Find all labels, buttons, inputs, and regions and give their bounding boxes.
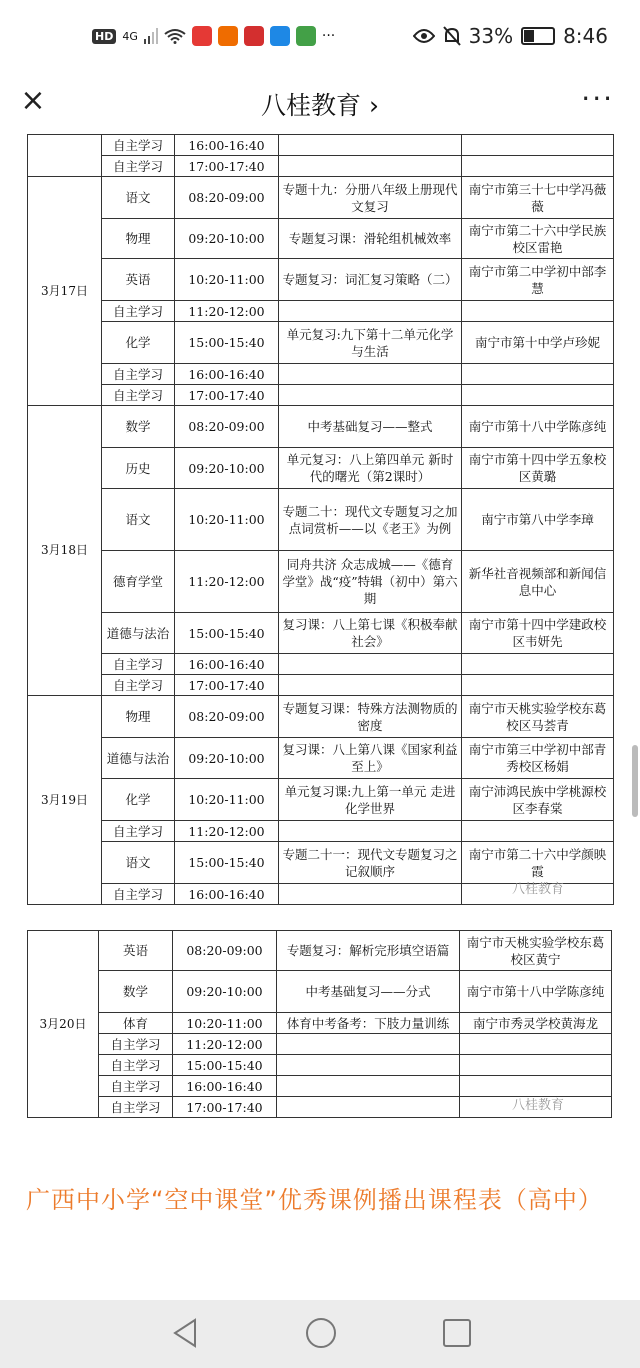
- subject-cell: 语文: [102, 842, 175, 884]
- time-cell: 16:00-16:40: [175, 654, 279, 675]
- topic-cell: [279, 884, 462, 905]
- subject-cell: 体育: [99, 1013, 173, 1034]
- topic-cell: [277, 1055, 460, 1076]
- teacher-cell: 南宁市秀灵学校黄海龙: [460, 1013, 612, 1034]
- topic-cell: [279, 301, 462, 322]
- teacher-cell: 南宁沛鸿民族中学桃源校区李春棠: [462, 779, 614, 821]
- schedule-table-bottom: [27, 930, 612, 1118]
- time-cell: 08:20-09:00: [175, 406, 279, 448]
- table-row: [28, 1034, 612, 1055]
- table-row: [28, 406, 614, 448]
- time-cell: 08:20-09:00: [173, 931, 277, 971]
- watermark-2: 八桂教育: [512, 1098, 565, 1113]
- battery-fill: [524, 30, 534, 42]
- date-cell: 3月20日: [28, 931, 99, 1118]
- status-bar: [0, 0, 640, 72]
- topic-cell: [277, 1076, 460, 1097]
- subject-cell: 化学: [102, 322, 175, 364]
- teacher-cell: 南宁市第二十六中学民族校区雷艳: [462, 219, 614, 259]
- subject-cell: 自主学习: [99, 1055, 173, 1076]
- table-row: [28, 448, 614, 489]
- mute-bell-icon: [443, 26, 461, 46]
- table-row: [28, 135, 614, 156]
- time-cell: 11:20-12:00: [175, 301, 279, 322]
- subject-cell: 自主学习: [102, 884, 175, 905]
- clock: 8:46: [563, 24, 608, 48]
- date-cell: [28, 135, 102, 177]
- time-cell: 11:20-12:00: [175, 821, 279, 842]
- time-cell: 15:00-15:40: [173, 1055, 277, 1076]
- status-right: [413, 24, 608, 48]
- time-cell: 10:20-11:00: [175, 489, 279, 551]
- time-cell: 17:00-17:40: [173, 1097, 277, 1118]
- time-cell: 15:00-15:40: [175, 613, 279, 654]
- time-cell: 09:20-10:00: [175, 738, 279, 779]
- teacher-cell: 南宁市第二中学初中部李慧: [462, 259, 614, 301]
- teacher-cell: 南宁市第三十七中学冯薇薇: [462, 177, 614, 219]
- subject-cell: 物理: [102, 696, 175, 738]
- topic-cell: 体育中考备考：下肢力量训练: [277, 1013, 460, 1034]
- teacher-cell: 南宁市第十四中学建政校区韦妍先: [462, 613, 614, 654]
- topic-cell: 专题复习课：滑轮组机械效率: [279, 219, 462, 259]
- app-icon-5: [296, 26, 316, 46]
- table-row: [28, 385, 614, 406]
- time-cell: 08:20-09:00: [175, 696, 279, 738]
- teacher-cell: 南宁市天桃实验学校东葛校区黄宁: [460, 931, 612, 971]
- home-icon[interactable]: [306, 1318, 336, 1348]
- topic-cell: 专题复习：词汇复习策略（二）: [279, 259, 462, 301]
- topic-cell: 专题复习课：特殊方法测物质的密度: [279, 696, 462, 738]
- signal-icon: [144, 28, 158, 44]
- topic-cell: [277, 1097, 460, 1118]
- time-cell: 10:20-11:00: [175, 259, 279, 301]
- subject-cell: 数学: [102, 406, 175, 448]
- table-row: [28, 364, 614, 385]
- teacher-cell: [462, 364, 614, 385]
- time-cell: 16:00-16:40: [175, 364, 279, 385]
- topic-cell: 专题十九：分册八年级上册现代文复习: [279, 177, 462, 219]
- schedule-table-top: [27, 134, 614, 905]
- teacher-cell: [462, 301, 614, 322]
- hd-badge: HD: [92, 29, 116, 44]
- subject-cell: 自主学习: [102, 385, 175, 406]
- date-cell: 3月17日: [28, 177, 102, 406]
- teacher-cell: [462, 654, 614, 675]
- time-cell: 10:20-11:00: [175, 779, 279, 821]
- toutiao-app-icon: [192, 26, 212, 46]
- time-cell: 09:20-10:00: [175, 219, 279, 259]
- topic-cell: [279, 385, 462, 406]
- close-icon[interactable]: ×: [20, 83, 46, 118]
- app-icon-2: [218, 26, 238, 46]
- time-cell: 15:00-15:40: [175, 322, 279, 364]
- topic-cell: [279, 654, 462, 675]
- subject-cell: 数学: [99, 971, 173, 1013]
- time-cell: 11:20-12:00: [173, 1034, 277, 1055]
- time-cell: 11:20-12:00: [175, 551, 279, 613]
- subject-cell: 自主学习: [102, 654, 175, 675]
- table-row: [28, 696, 614, 738]
- back-icon[interactable]: [172, 1318, 198, 1348]
- time-cell: 09:20-10:00: [175, 448, 279, 489]
- teacher-cell: 南宁市第三中学初中部青秀校区杨娟: [462, 738, 614, 779]
- table-row: [28, 779, 614, 821]
- time-cell: 15:00-15:40: [175, 842, 279, 884]
- subject-cell: 自主学习: [102, 364, 175, 385]
- teacher-cell: 南宁市第二十六中学颜映霞: [462, 842, 614, 884]
- subject-cell: 英语: [102, 259, 175, 301]
- topic-cell: [279, 135, 462, 156]
- teacher-cell: 南宁市第十中学卢珍妮: [462, 322, 614, 364]
- signal-label: 4G: [122, 29, 138, 43]
- subject-cell: 自主学习: [99, 1097, 173, 1118]
- teacher-cell: [462, 675, 614, 696]
- topic-cell: 同舟共济 众志成城——《德育学堂》战“疫”特辑（初中）第六期: [279, 551, 462, 613]
- subject-cell: 自主学习: [102, 675, 175, 696]
- app-icon-3: [244, 26, 264, 46]
- date-cell: 3月19日: [28, 696, 102, 905]
- table-row: [28, 219, 614, 259]
- subject-cell: 道德与法治: [102, 738, 175, 779]
- teacher-cell: 南宁市第十八中学陈彦纯: [462, 406, 614, 448]
- time-cell: 09:20-10:00: [173, 971, 277, 1013]
- subject-cell: 英语: [99, 931, 173, 971]
- time-cell: 17:00-17:40: [175, 156, 279, 177]
- time-cell: 08:20-09:00: [175, 177, 279, 219]
- table-row: [28, 322, 614, 364]
- topic-cell: 专题二十一：现代文专题复习之记叙顺序: [279, 842, 462, 884]
- teacher-cell: 南宁市第十八中学陈彦纯: [460, 971, 612, 1013]
- subject-cell: 自主学习: [99, 1076, 173, 1097]
- teacher-cell: [462, 385, 614, 406]
- subject-cell: 道德与法治: [102, 613, 175, 654]
- table-row: [28, 1013, 612, 1034]
- table-row: [28, 613, 614, 654]
- teacher-cell: [462, 135, 614, 156]
- eye-icon: [413, 28, 435, 44]
- subject-cell: 自主学习: [102, 156, 175, 177]
- teacher-cell: [462, 821, 614, 842]
- topic-cell: 复习课：八上第七课《积极奉献社会》: [279, 613, 462, 654]
- watermark-1: 八桂教育: [512, 882, 565, 897]
- time-cell: 16:00-16:40: [175, 135, 279, 156]
- teacher-cell: [460, 1055, 612, 1076]
- table-row: [28, 654, 614, 675]
- time-cell: 10:20-11:00: [173, 1013, 277, 1034]
- table-row: [28, 489, 614, 551]
- topic-cell: 专题二十：现代文专题复习之加点词赏析——以《老王》为例: [279, 489, 462, 551]
- subject-cell: 自主学习: [102, 821, 175, 842]
- topic-cell: 复习课：八上第八课《国家利益至上》: [279, 738, 462, 779]
- topic-cell: [277, 1034, 460, 1055]
- subject-cell: 化学: [102, 779, 175, 821]
- table-row: [28, 177, 614, 219]
- page-title[interactable]: 八桂教育 ›: [261, 91, 379, 120]
- table-row: [28, 1055, 612, 1076]
- battery-icon: [521, 27, 555, 45]
- more-notifications-label: ···: [321, 28, 336, 44]
- recent-apps-icon[interactable]: [443, 1319, 471, 1347]
- topic-cell: [279, 821, 462, 842]
- table-row: [28, 738, 614, 779]
- date-cell: 3月18日: [28, 406, 102, 696]
- wifi-icon: [164, 28, 186, 44]
- table-row: [28, 156, 614, 177]
- more-options-icon[interactable]: ···: [581, 82, 614, 115]
- subject-cell: 自主学习: [99, 1034, 173, 1055]
- time-cell: 17:00-17:40: [175, 385, 279, 406]
- topic-cell: 单元复习:九下第十二单元化学与生活: [279, 322, 462, 364]
- scrollbar[interactable]: [632, 745, 638, 817]
- teacher-cell: 新华社音视频部和新闻信息中心: [462, 551, 614, 613]
- topic-cell: [279, 675, 462, 696]
- subject-cell: 物理: [102, 219, 175, 259]
- app-icon-4: [270, 26, 290, 46]
- topic-cell: 中考基础复习——整式: [279, 406, 462, 448]
- topic-cell: [279, 156, 462, 177]
- teacher-cell: 南宁市第八中学李璋: [462, 489, 614, 551]
- time-cell: 17:00-17:40: [175, 675, 279, 696]
- time-cell: 16:00-16:40: [173, 1076, 277, 1097]
- table-row: [28, 675, 614, 696]
- topic-cell: [279, 364, 462, 385]
- table-row: [28, 931, 612, 971]
- subject-cell: 德育学堂: [102, 551, 175, 613]
- battery-percent: 33%: [468, 24, 514, 48]
- teacher-cell: [460, 1034, 612, 1055]
- subject-cell: 语文: [102, 177, 175, 219]
- title-bar: [0, 72, 640, 134]
- topic-cell: 单元复习课:九上第一单元 走进化学世界: [279, 779, 462, 821]
- topic-cell: 专题复习：解析完形填空语篇: [277, 931, 460, 971]
- teacher-cell: 南宁市第十四中学五象校区黄璐: [462, 448, 614, 489]
- status-left: [92, 26, 335, 46]
- table-row: [28, 821, 614, 842]
- teacher-cell: 南宁市天桃实验学校东葛校区马荟青: [462, 696, 614, 738]
- subject-cell: 自主学习: [102, 301, 175, 322]
- subject-cell: 历史: [102, 448, 175, 489]
- table-row: [28, 971, 612, 1013]
- time-cell: 16:00-16:40: [175, 884, 279, 905]
- subject-cell: 自主学习: [102, 135, 175, 156]
- teacher-cell: [462, 156, 614, 177]
- table-row: [28, 551, 614, 613]
- subject-cell: 语文: [102, 489, 175, 551]
- system-nav-bar: [0, 1300, 640, 1368]
- topic-cell: 中考基础复习——分式: [277, 971, 460, 1013]
- table-row: [28, 259, 614, 301]
- table-row: [28, 301, 614, 322]
- topic-cell: 单元复习：八上第四单元 新时代的曙光（第2课时）: [279, 448, 462, 489]
- section-heading[interactable]: 广西中小学“空中课堂”优秀课例播出课程表（高中）: [26, 1186, 603, 1214]
